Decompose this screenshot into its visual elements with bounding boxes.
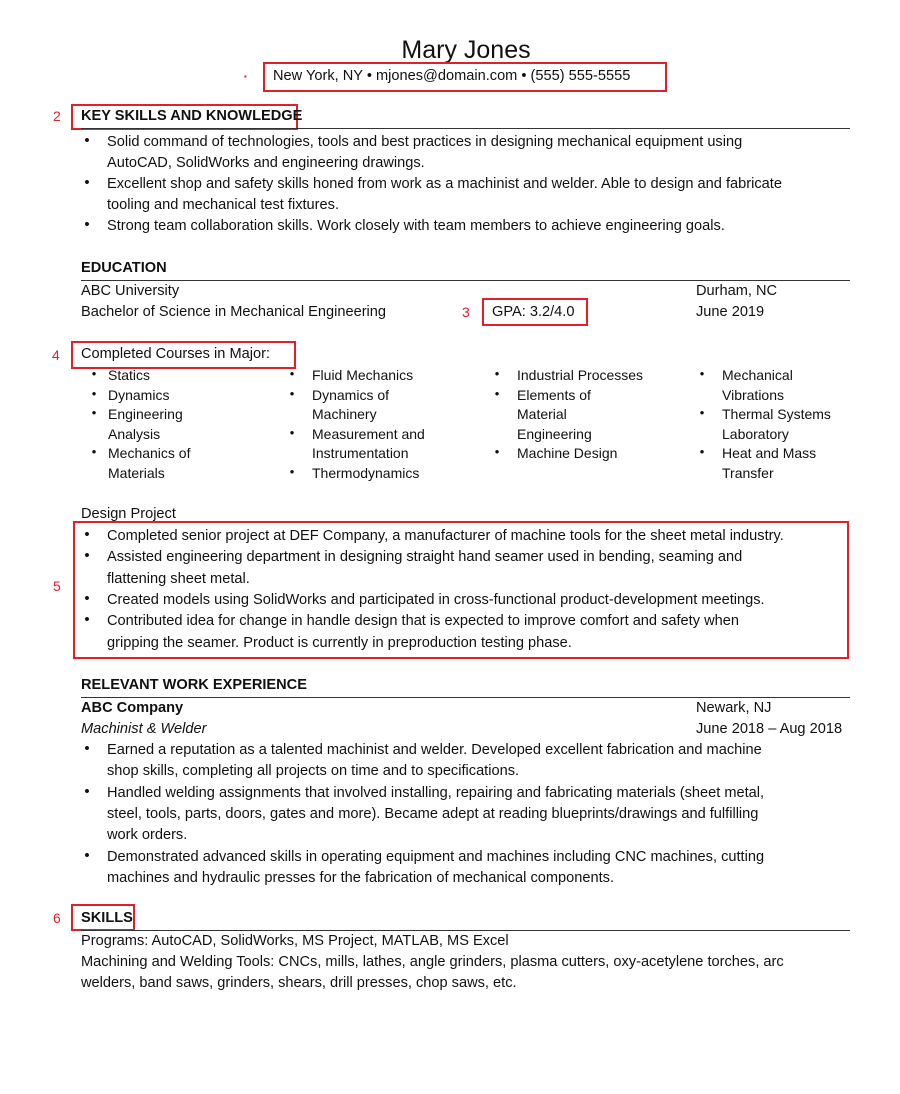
course-item: Machine Design (517, 445, 618, 462)
bullet-icon: • (699, 444, 705, 460)
bullet-icon: • (84, 782, 90, 800)
bullet-icon: • (84, 589, 90, 607)
skills-heading: SKILLS (81, 910, 133, 926)
list-item-line: steel, tools, parts, doors, gates and more). Became adept at reading blueprints/drawings and fulfilling (107, 805, 759, 822)
bullet-icon: • (289, 464, 295, 479)
bullet-icon: • (84, 611, 90, 629)
course-item: Industrial Processes (517, 367, 644, 383)
course-item: Engineering (108, 406, 183, 423)
skills-programs: Programs: AutoCAD, SolidWorks, MS Project, MATLAB, MS Excel (81, 933, 509, 949)
bullet-icon: • (84, 132, 90, 149)
list-item-line: gripping the seamer. Product is currently in preproduction testing phase. (107, 634, 572, 651)
bullet-icon: • (84, 547, 90, 565)
course-item: Mechanics of (108, 445, 191, 462)
list-item-line: Contributed idea for change in handle design that is expected to improve comfort and safety when (107, 613, 739, 630)
bullet-icon: • (84, 740, 90, 757)
course-item: Dynamics (108, 386, 170, 403)
course-item: Vibrations (722, 386, 785, 403)
course-item: Thermodynamics (312, 465, 420, 481)
course-item: Laboratory (722, 425, 789, 442)
bullet-icon: • (84, 174, 90, 191)
job-title: Machinist & Welder (81, 721, 207, 737)
bullet-icon: • (494, 385, 500, 401)
bullet-icon: • (91, 444, 97, 460)
bullet-icon: • (289, 385, 295, 401)
course-item: Machinery (312, 406, 377, 423)
annotation-number-2: 2 (53, 108, 61, 124)
company-location: Newark, NJ (696, 700, 772, 716)
course-item: Materials (108, 465, 165, 481)
experience-heading: RELEVANT WORK EXPERIENCE (81, 677, 307, 693)
job-dates: June 2018 – Aug 2018 (696, 721, 843, 737)
bullet-icon: • (289, 424, 295, 440)
stray-mark: ▪ (244, 72, 247, 81)
course-item: Measurement and (312, 425, 425, 442)
course-item: Transfer (722, 465, 774, 481)
annotation-number-3: 3 (462, 304, 470, 320)
list-item-line: Handled welding assignments that involved installing, repairing and fabricating materials (sheet metal, (107, 784, 765, 801)
course-item: Fluid Mechanics (312, 367, 414, 383)
list-item-line: Completed senior project at DEF Company, a manufacturer of machine tools for the sheet metal industry. (107, 528, 784, 544)
course-item: Dynamics of (312, 386, 390, 403)
bullet-icon: • (91, 405, 97, 421)
gpa: GPA: 3.2/4.0 (492, 304, 575, 320)
list-item-line: tooling and mechanical test fixtures. (107, 197, 340, 213)
skills-tools-line-2: welders, band saws, grinders, shears, drill presses, chop saws, etc. (81, 975, 517, 991)
list-item-line: machines and hydraulic presses for the fabrication of mechanical components. (107, 869, 614, 886)
education-heading: EDUCATION (81, 260, 167, 276)
graduation-date: June 2019 (696, 304, 765, 320)
list-item-line: work orders. (107, 827, 188, 844)
course-item: Analysis (108, 425, 161, 442)
resume-name: Mary Jones (401, 36, 531, 64)
bullet-icon: • (91, 366, 97, 381)
course-item: Instrumentation (312, 445, 409, 462)
bullet-icon: • (84, 216, 90, 233)
school-name: ABC University (81, 283, 180, 299)
school-location: Durham, NC (696, 283, 778, 299)
list-item-line: Solid command of technologies, tools and best practices in designing mechanical equipment using (107, 134, 743, 150)
section-divider (81, 128, 850, 129)
bullet-icon: • (699, 405, 705, 421)
course-item: Thermal Systems (722, 406, 831, 423)
list-item-line: Assisted engineering department in designing straight hand seamer used in bending, seaming and (107, 549, 743, 566)
bullet-icon: • (84, 846, 90, 864)
bullet-icon: • (84, 526, 90, 543)
course-item: Engineering (517, 425, 592, 442)
annotation-number-6: 6 (53, 910, 61, 926)
course-item: Elements of (517, 386, 591, 403)
company-name: ABC Company (81, 700, 184, 716)
list-item-line: Demonstrated advanced skills in operating equipment and machines including CNC machines, cutting (107, 848, 765, 865)
list-item-line: flattening sheet metal. (107, 570, 250, 587)
bullet-icon: • (494, 444, 500, 460)
list-item-line: Earned a reputation as a talented machinist and welder. Developed excellent fabrication and machine (107, 742, 762, 758)
key-skills-heading: KEY SKILLS AND KNOWLEDGE (81, 108, 303, 124)
bullet-icon: • (91, 385, 97, 401)
bullet-icon: • (289, 366, 295, 381)
skills-tools-line-1: Machining and Welding Tools: CNCs, mills, lathes, angle grinders, plasma cutters, oxy-acetylene torches, arc (81, 954, 784, 970)
design-project-label: Design Project (81, 506, 176, 522)
list-item-line: shop skills, completing all projects on time and to specifications. (107, 763, 520, 780)
list-item-line: AutoCAD, SolidWorks and engineering drawings. (107, 155, 425, 171)
list-item-line: Excellent shop and safety skills honed from work as a machinist and welder. Able to design and fabricate (107, 176, 782, 192)
annotation-number-4: 4 (52, 347, 60, 363)
bullet-icon: • (494, 366, 500, 381)
annotation-number-5: 5 (53, 578, 61, 594)
bullet-icon: • (699, 366, 705, 381)
courses-label: Completed Courses in Major: (81, 346, 270, 362)
degree: Bachelor of Science in Mechanical Engineering (81, 304, 387, 320)
course-item: Heat and Mass (722, 445, 817, 462)
course-item: Statics (108, 367, 151, 383)
course-item: Material (517, 406, 567, 423)
list-item-line: Created models using SolidWorks and participated in cross-functional product-development meetings. (107, 591, 765, 608)
contact-line: New York, NY • mjones@domain.com • (555) 555-5555 (273, 68, 631, 84)
list-item-line: Strong team collaboration skills. Work closely with team members to achieve engineering goals. (107, 218, 725, 234)
course-item: Mechanical (722, 367, 793, 383)
